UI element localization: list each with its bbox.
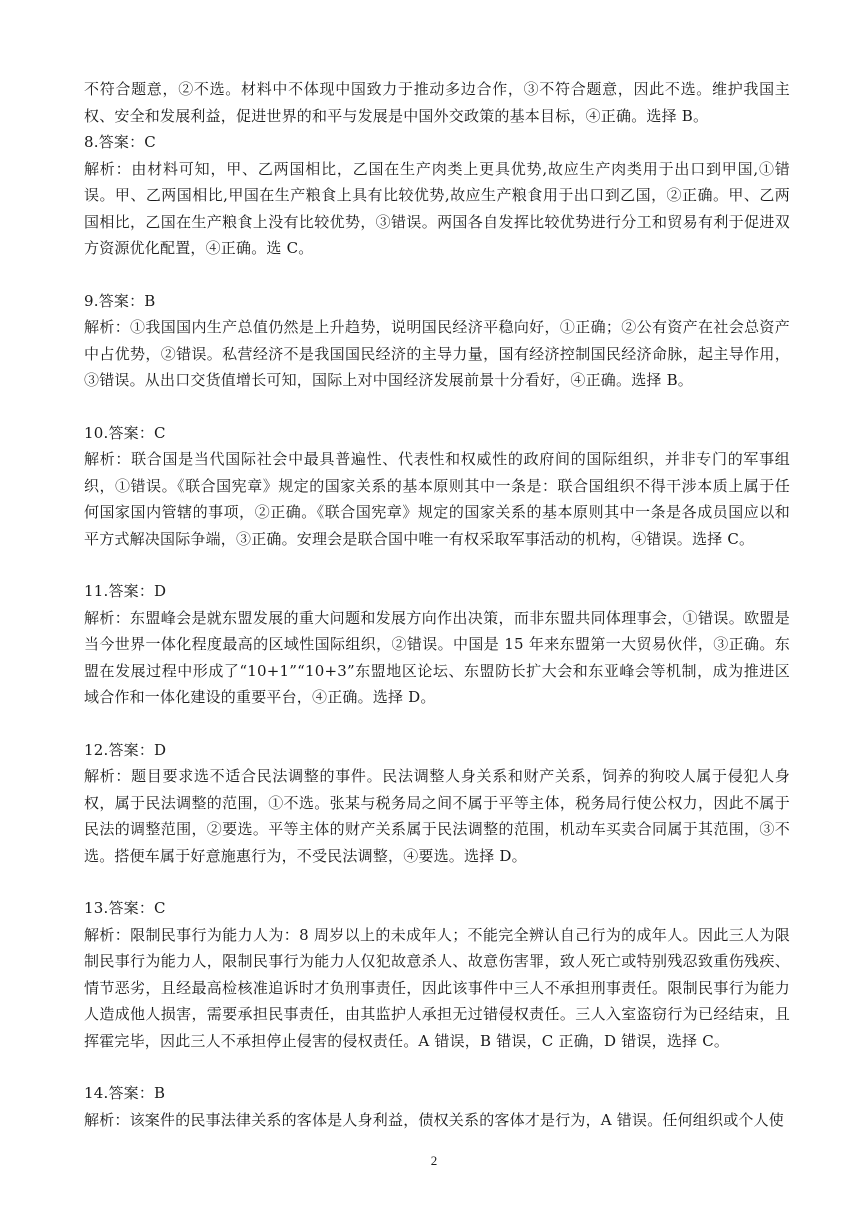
answer-line: 12.答案：D bbox=[84, 740, 167, 759]
page-number: 2 bbox=[430, 1153, 438, 1168]
answer-line: 11.答案：D bbox=[84, 582, 167, 600]
analysis-paragraph: 解析：联合国是当代国际社会中最具普遍性、代表性和权威性的政府间的国际组织，并非专门的军事组织，①错误。《联合国宪章》规定的国家关系的基本原则其中一条是：联合国组织不得干涉本质上属于任何国家国内管辖的事项，②正确。《联合国宪章》规定的国家关系的基本原则其中一条是各成员国应以和平方式解决国际争端，③正确。安理会是联合国中唯一有权采取军事活动的机构，④错误。选择 C。 bbox=[84, 450, 790, 548]
answer-item-12 bbox=[84, 737, 790, 870]
analysis-paragraph: 解析：题目要求选不适合民法调整的事件。民法调整人身关系和财产关系，饲养的狗咬人属于侵犯人身权，属于民法调整的范围，①不选。张某与税务局之间不属于平等主体，税务局行使公权力，因此不属于民法的调整范围，②要选。平等主体的财产关系属于民法调整的范围，机动车买卖合同属于其范围，③不选。搭便车属于好意施惠行为，不受民法调整，④要选。选择 D。 bbox=[84, 767, 790, 865]
answer-line: 10.答案：C bbox=[84, 423, 166, 442]
answer-line: 14.答案：B bbox=[84, 1084, 166, 1102]
answer-item-9 bbox=[84, 288, 790, 394]
answer-content bbox=[84, 76, 790, 1159]
analysis-paragraph: 解析：由材料可知，甲、乙两国相比，乙国在生产肉类上更具优势,故应生产肉类用于出口到甲国,①错误。甲、乙两国相比,甲国在生产粮食上具有比较优势,故应生产粮食用于出口到乙国，②正确。甲、乙两国相比，乙国在生产粮食上没有比较优势，③错误。两国各自发挥比较优势进行分工和贸易有利于促进双方资源优化配置，④正确。选 C。 bbox=[84, 159, 790, 257]
answer-item-14 bbox=[84, 1080, 790, 1133]
answer-line: 13.答案：C bbox=[84, 899, 166, 917]
answer-item-11 bbox=[84, 578, 790, 711]
analysis-paragraph: 解析：限制民事行为能力人为：8 周岁以上的未成年人；不能完全辨认自己行为的成年人。因此三人为限制民事行为能力人，限制民事行为能力人仅犯故意杀人、故意伤害罪，致人死亡或特别残忍致重伤残疾、情节恶劣，且经最高检核准追诉时才负刑事责任，因此该事件中三人不承担刑事责任。限制民事行为能力人造成他人损害，需要承担民事责任，由其监护人承担无过错侵权责任。三人入室盗窃行为已经结束，且挥霍完毕，因此三人不承担停止侵害的侵权责任。A 错误，B 错误，C 正确，D 错误，选择 C。 bbox=[84, 925, 790, 1050]
analysis-paragraph: 解析：东盟峰会是就东盟发展的重大问题和发展方向作出决策，而非东盟共同体理事会，①错误。欧盟是当今世界一体化程度最高的区域性国际组织，②错误。中国是 15 年来东盟第一大贸易伙伴，③正确。东盟在发展过程中形成了“10+1”“10+3”东盟地区论坛、东盟防长扩大会和东亚峰会等机制，成为推进区域合作和一体化建设的重要平台，④正确。选择 D。 bbox=[84, 608, 790, 706]
analysis-paragraph: 解析：①我国国内生产总值仍然是上升趋势，说明国民经济平稳向好，①正确；②公有资产在社会总资产中占优势，②错误。私营经济不是我国国民经济的主导力量，国有经济控制国民经济命脉，起主导作用，③错误。从出口交货值增长可知，国际上对中国经济发展前景十分看好，④正确。选择 B。 bbox=[84, 318, 790, 389]
answer-item-8 bbox=[84, 129, 790, 262]
answer-item-10 bbox=[84, 420, 790, 553]
answer-line: 8.答案：C bbox=[84, 133, 156, 151]
continuation-paragraph: 不符合题意，②不选。材料中不体现中国致力于推动多边合作，③不符合题意，因此不选。维护我国主权、安全和发展利益，促进世界的和平与发展是中国外交政策的基本目标，④正确。选择 B。 bbox=[84, 80, 790, 125]
answer-line: 9.答案：B bbox=[84, 291, 156, 310]
analysis-paragraph: 解析：该案件的民事法律关系的客体是人身利益，债权关系的客体才是行为，A 错误。任何组织或个人使 bbox=[84, 1110, 785, 1129]
answer-item-13 bbox=[84, 895, 790, 1054]
